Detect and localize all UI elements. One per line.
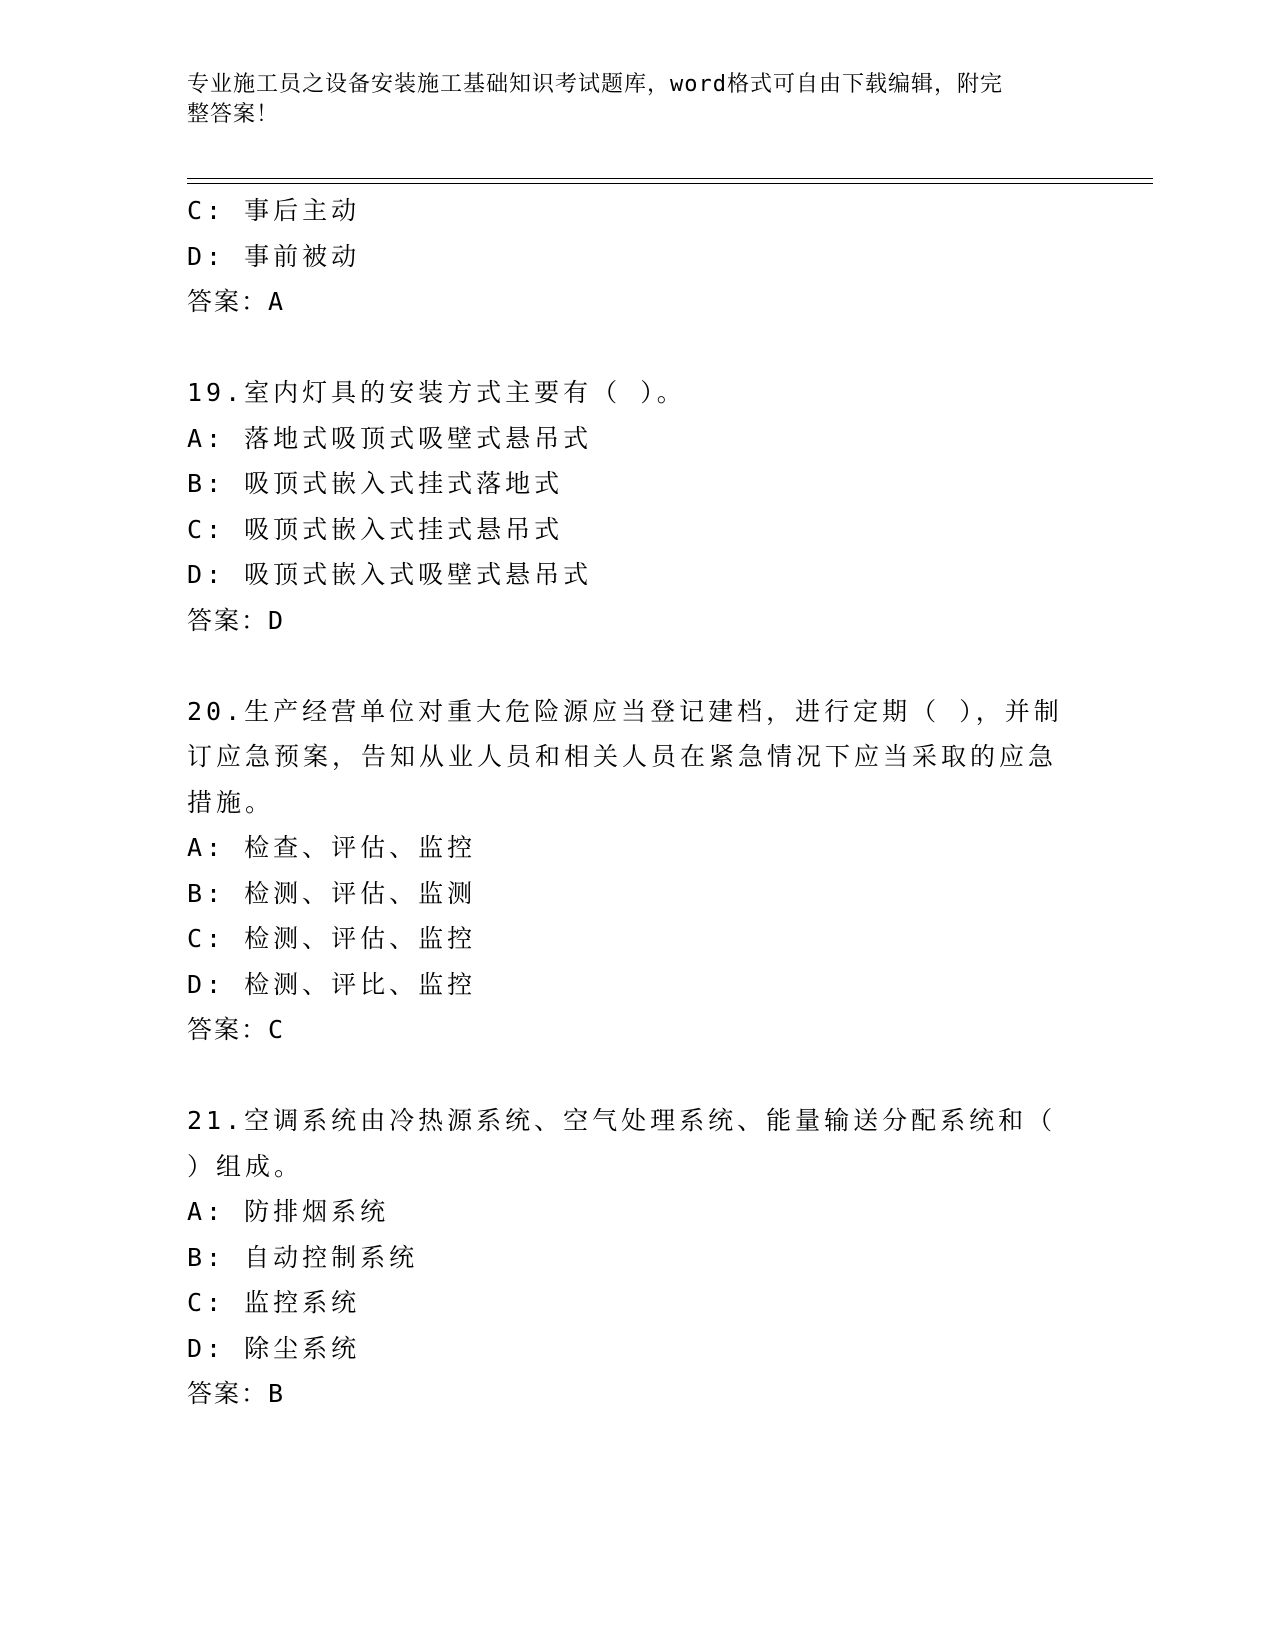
spacer: [187, 1053, 1067, 1099]
option-d: D: 除尘系统: [187, 1333, 361, 1363]
question-stem-line: 措施。: [187, 787, 275, 817]
question-stem-line: 订应急预案，告知从业人员和相关人员在紧急情况下应当采取的应急: [187, 742, 1058, 771]
answer: 答案：A: [187, 287, 286, 316]
header-line-2: 整答案！: [187, 102, 280, 127]
option-c: C: 监控系统: [187, 1288, 361, 1317]
header-line-1: 专业施工员之设备安装施工基础知识考试题库，word格式可自由下载编辑，附完: [187, 72, 1003, 97]
option-d: D: 吸顶式嵌入式吸壁式悬吊式: [187, 560, 593, 589]
question-20: [187, 689, 1067, 1053]
option-b: B: 自动控制系统: [187, 1242, 419, 1272]
question-stem: [187, 689, 1067, 826]
option-a: A: 防排烟系统: [187, 1197, 390, 1226]
option-c: C: 吸顶式嵌入式挂式悬吊式: [187, 514, 564, 544]
spacer: [187, 643, 1067, 689]
header-divider-bottom: [187, 183, 1153, 184]
question-stem-line: ）组成。: [187, 1151, 304, 1181]
option-a: A: 检查、评估、监控: [187, 833, 477, 862]
option-d: D: 事前被动: [187, 241, 361, 271]
answer: 答案：C: [187, 1015, 286, 1044]
answer: 答案：D: [187, 605, 286, 635]
question-18-tail: [187, 188, 1067, 325]
question-21: [187, 1098, 1067, 1417]
answer: 答案：B: [187, 1379, 286, 1408]
question-stem: 19.室内灯具的安装方式主要有（ ）。: [187, 378, 686, 407]
option-b: B: 检测、评估、监测: [187, 878, 477, 908]
question-stem: [187, 1098, 1067, 1189]
question-list: [187, 188, 1067, 1417]
option-b: B: 吸顶式嵌入式挂式落地式: [187, 469, 564, 498]
spacer: [187, 325, 1067, 371]
option-d: D: 检测、评比、监控: [187, 969, 477, 999]
header-divider-top: [187, 178, 1153, 179]
question-stem-line: 21.空调系统由冷热源系统、空气处理系统、能量输送分配系统和（: [187, 1106, 1057, 1135]
question-19: [187, 370, 1067, 643]
document-header: [187, 70, 1067, 130]
option-c: C: 事后主动: [187, 196, 361, 225]
option-c: C: 检测、评估、监控: [187, 924, 477, 953]
question-stem-line: 20.生产经营单位对重大危险源应当登记建档，进行定期（ ），并制: [187, 696, 1063, 726]
option-a: A: 落地式吸顶式吸壁式悬吊式: [187, 423, 593, 453]
